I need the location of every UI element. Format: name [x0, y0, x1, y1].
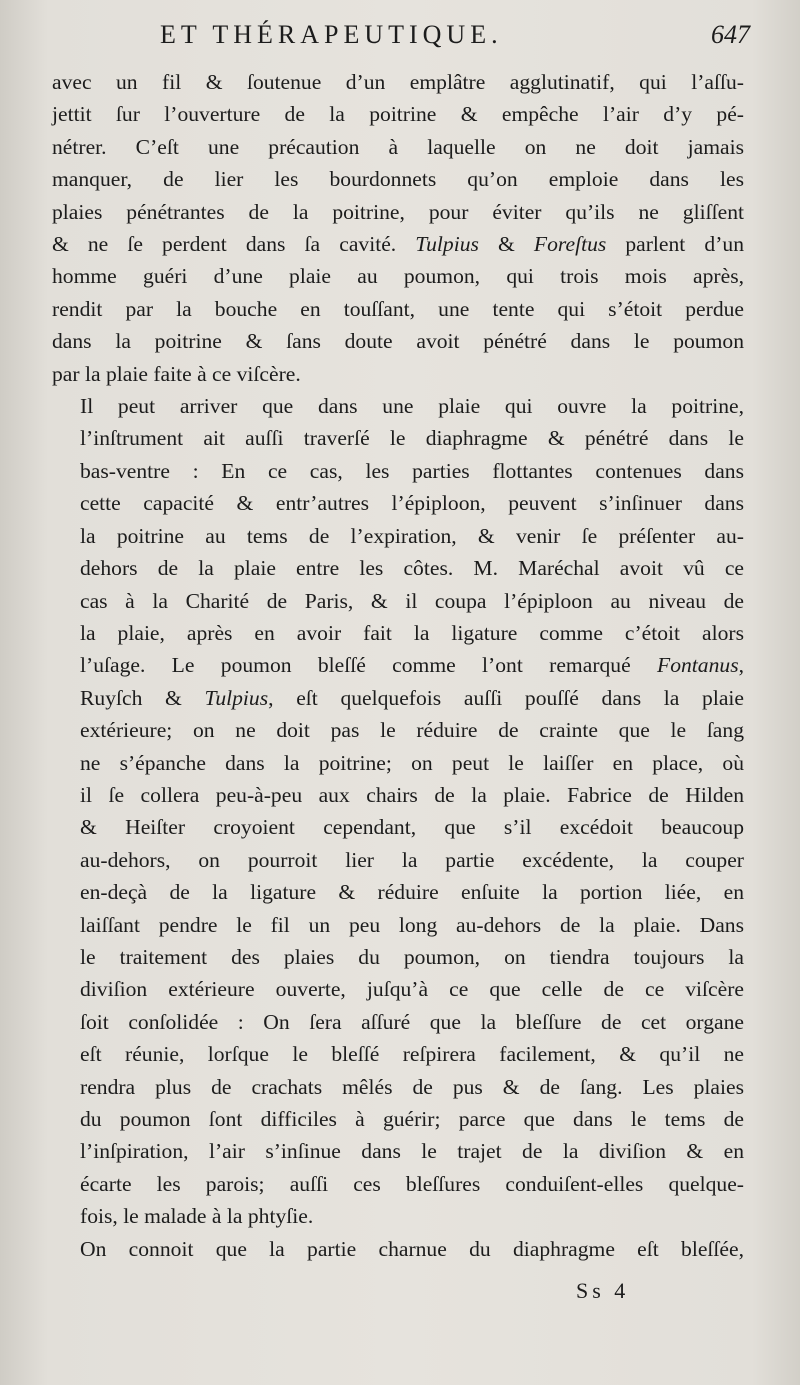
text-line: ne s’épanche dans la poitrine; on peut le laiſſer en place, où	[80, 750, 744, 775]
text-line: eſt réunie, lorſque le bleſſé reſpirera facilement, & qu’il ne	[80, 1042, 744, 1067]
text-line: & Heiſter croyoient cependant, que s’il excédoit beaucoup	[80, 815, 744, 840]
signature-mark: Ss 4	[576, 1278, 630, 1303]
text-line: ſoit conſolidée : On ſera aſſuré que la bleſſure de cet organe	[80, 1009, 744, 1034]
running-title: ET THÉRAPEUTIQUE.	[160, 20, 503, 49]
text-line: cette capacité & entr’autres l’épiploon, peuvent s’inſinuer dans	[80, 491, 744, 516]
text-line: & ne ſe perdent dans ſa cavité. Tulpius & Foreſtus parlent d’un	[52, 232, 744, 257]
text-line: diviſion extérieure ouverte, juſqu’à ce que celle de ce viſcère	[80, 977, 744, 1002]
body-text	[52, 66, 744, 1265]
text-line: du poumon ſont difficiles à guérir; parce que dans le tems de	[80, 1107, 744, 1131]
text-line: par la plaie faite à ce viſcère.	[52, 361, 301, 386]
text-line: bas-ventre : En ce cas, les parties flottantes contenues dans	[80, 458, 744, 483]
text-line: l’uſage. Le poumon bleſſé comme l’ont remarqué Fontanus,	[80, 653, 744, 678]
text-line: jettit ſur l’ouverture de la poitrine & empêche l’air d’y pé-	[52, 102, 744, 127]
text-line: écarte les parois; auſſi ces bleſſures conduiſent-elles quelque-	[80, 1171, 744, 1196]
text-line: il ſe collera peu-à-peu aux chairs de la plaie. Fabrice de Hilden	[80, 782, 744, 807]
text-line: extérieure; on ne doit pas le réduire de crainte que le ſang	[80, 718, 744, 743]
paragraph-1	[52, 66, 744, 390]
text-line: fois, le malade à la phtyſie.	[80, 1204, 314, 1229]
text-line: le traitement des plaies du poumon, on tiendra toujours la	[80, 944, 744, 969]
text-line: laiſſant pendre le fil un peu long au-dehors de la plaie. Dans	[80, 912, 744, 937]
text-line: Il peut arriver que dans une plaie qui ouvre la poitrine,	[80, 394, 744, 419]
text-line: Ruyſch & Tulpius, eſt quelquefois auſſi pouſſé dans la plaie	[80, 685, 744, 710]
text-line: en-deçà de la ligature & réduire enſuite la portion liée, en	[80, 880, 744, 905]
text-line: nétrer. C’eſt une précaution à laquelle on ne doit jamais	[52, 134, 744, 159]
paragraph-3	[52, 1233, 744, 1265]
paragraph-2	[52, 390, 744, 1233]
text-line: dehors de la plaie entre les côtes. M. Maréchal avoit vû ce	[80, 556, 744, 581]
text-line: homme guéri d’une plaie au poumon, qui trois mois après,	[52, 264, 744, 289]
text-line: rendit par la bouche en touſſant, une tente qui s’étoit perdue	[52, 296, 744, 321]
text-line: cas à la Charité de Paris, & il coupa l’épiploon au niveau de	[80, 588, 744, 613]
text-line: plaies pénétrantes de la poitrine, pour éviter qu’ils ne gliſſent	[52, 199, 744, 224]
text-line: avec un fil & ſoutenue d’un emplâtre agglutinatif, qui l’aſſu-	[52, 70, 744, 94]
text-line: rendra plus de crachats mêlés de pus & de ſang. Les plaies	[80, 1074, 744, 1099]
text-line: l’inſpiration, l’air s’inſinue dans le trajet de la diviſion & en	[80, 1139, 744, 1164]
text-line: la poitrine au tems de l’expiration, & venir ſe préſenter au-	[80, 523, 744, 548]
text-line: dans la poitrine & ſans doute avoit pénétré dans le poumon	[52, 329, 744, 354]
text-line: manquer, de lier les bourdonnets qu’on emploie dans les	[52, 167, 744, 192]
page-header	[160, 20, 750, 60]
page-number: 647	[711, 20, 750, 49]
text-line: l’inſtrument ait auſſi traverſé le diaphragme & pénétré dans le	[80, 426, 744, 451]
text-line: la plaie, après en avoir fait la ligature comme c’étoit alors	[80, 620, 744, 645]
text-line: On connoit que la partie charnue du diaphragme eſt bleſſée,	[80, 1236, 744, 1261]
text-line: au-dehors, on pourroit lier la partie excédente, la couper	[80, 847, 744, 872]
